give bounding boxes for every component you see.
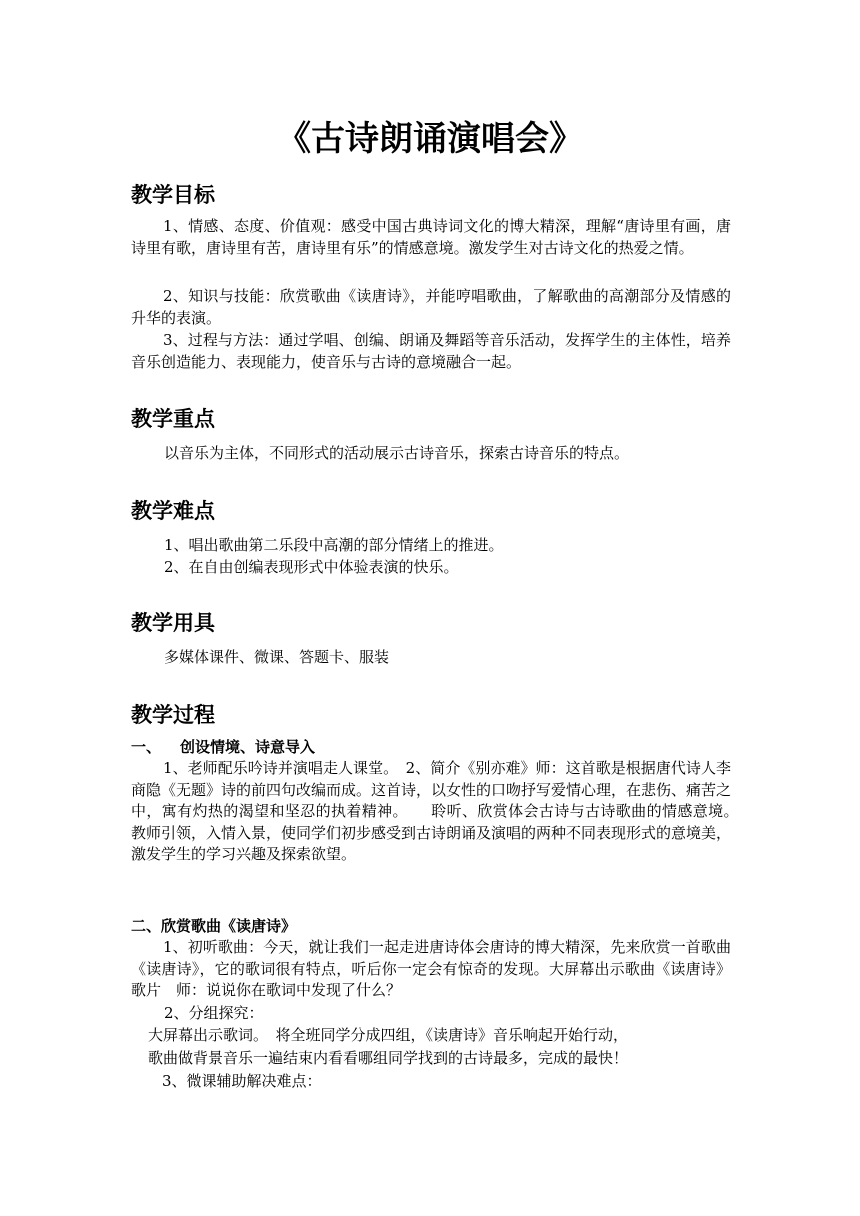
process-part2-heading: 二、欣赏歌曲《读唐诗》 xyxy=(131,917,297,935)
process-part1-title: 创设情境、诗意导入 xyxy=(180,738,316,756)
process-part2-item-2: 2、分组探究： xyxy=(164,1004,264,1022)
process-part1-number: 一、 xyxy=(131,738,162,756)
objective-item-1: 1、情感、态度、价值观：感受中国古典诗词文化的博大精深，理解“唐诗里有画，唐诗里有歌，唐诗里有苦，唐诗里有乐”的情感意境。激发学生对古诗文化的热爱之情。 xyxy=(131,217,731,257)
process-part2-item-1: 1、初听歌曲：今天，就让我们一起走进唐诗体会唐诗的博大精深，先来欣赏一首歌曲《读唐诗》，它的歌词很有特点，听后你一定会有惊奇的发现。大屏幕出示歌曲《读唐诗》歌片 师：说说你在歌词中发现了什么？ xyxy=(131,938,731,999)
section-heading-key-points: 教学重点 xyxy=(131,406,215,431)
objective-item-2: 2、知识与技能：欣赏歌曲《读唐诗》，并能哼唱歌曲，了解歌曲的高潮部分及情感的升华的表演。 xyxy=(131,287,731,327)
section-heading-process: 教学过程 xyxy=(131,702,215,727)
process-part2-item-2-line-2: 歌曲做背景音乐一遍结束内看看哪组同学找到的古诗最多，完成的最快！ xyxy=(148,1049,629,1067)
section-heading-objectives: 教学目标 xyxy=(131,182,215,207)
process-part2-item-2-line-1: 大屏幕出示歌词。 将全班同学分成四组，《读唐诗》音乐响起开始行动， xyxy=(148,1026,629,1044)
difficulty-item-2: 2、在自由创编表现形式中体验表演的快乐。 xyxy=(164,558,459,576)
process-part2-item-3: 3、微课辅助解决难点： xyxy=(162,1072,322,1090)
section-heading-tools: 教学用具 xyxy=(131,610,215,635)
process-part1-heading xyxy=(131,736,315,758)
key-points-text: 以音乐为主体，不同形式的活动展示古诗音乐，探索古诗音乐的特点。 xyxy=(164,444,630,462)
tools-text: 多媒体课件、微课、答题卡、服装 xyxy=(164,648,390,666)
document-title: 《古诗朗诵演唱会》 xyxy=(277,119,583,159)
objective-item-3: 3、过程与方法：通过学唱、创编、朗诵及舞蹈等音乐活动，发挥学生的主体性，培养音乐创造能力、表现能力，使音乐与古诗的意境融合一起。 xyxy=(131,331,731,371)
process-part1-text: 1、老师配乐吟诗并演唱走人课堂。 2、简介《别亦难》师：这首歌是根据唐代诗人李商隐《无题》诗的前四句改编而成。这首诗，以女性的口吻抒写爱情心理，在悲伤、痛苦之中，寓有灼热的渴望和坚忍的执着精神。 聆听、欣赏体会古诗与古诗歌曲的情感意境。 教师引领，入情入景，使同学们初步感受到古诗朗诵及演唱的两种不同表现形式的意境美，激发学生的学习兴趣及探索欲望。 xyxy=(131,759,747,863)
difficulty-item-1: 1、唱出歌曲第二乐段中高潮的部分情绪上的推进。 xyxy=(164,536,504,554)
section-heading-difficulties: 教学难点 xyxy=(131,498,215,523)
